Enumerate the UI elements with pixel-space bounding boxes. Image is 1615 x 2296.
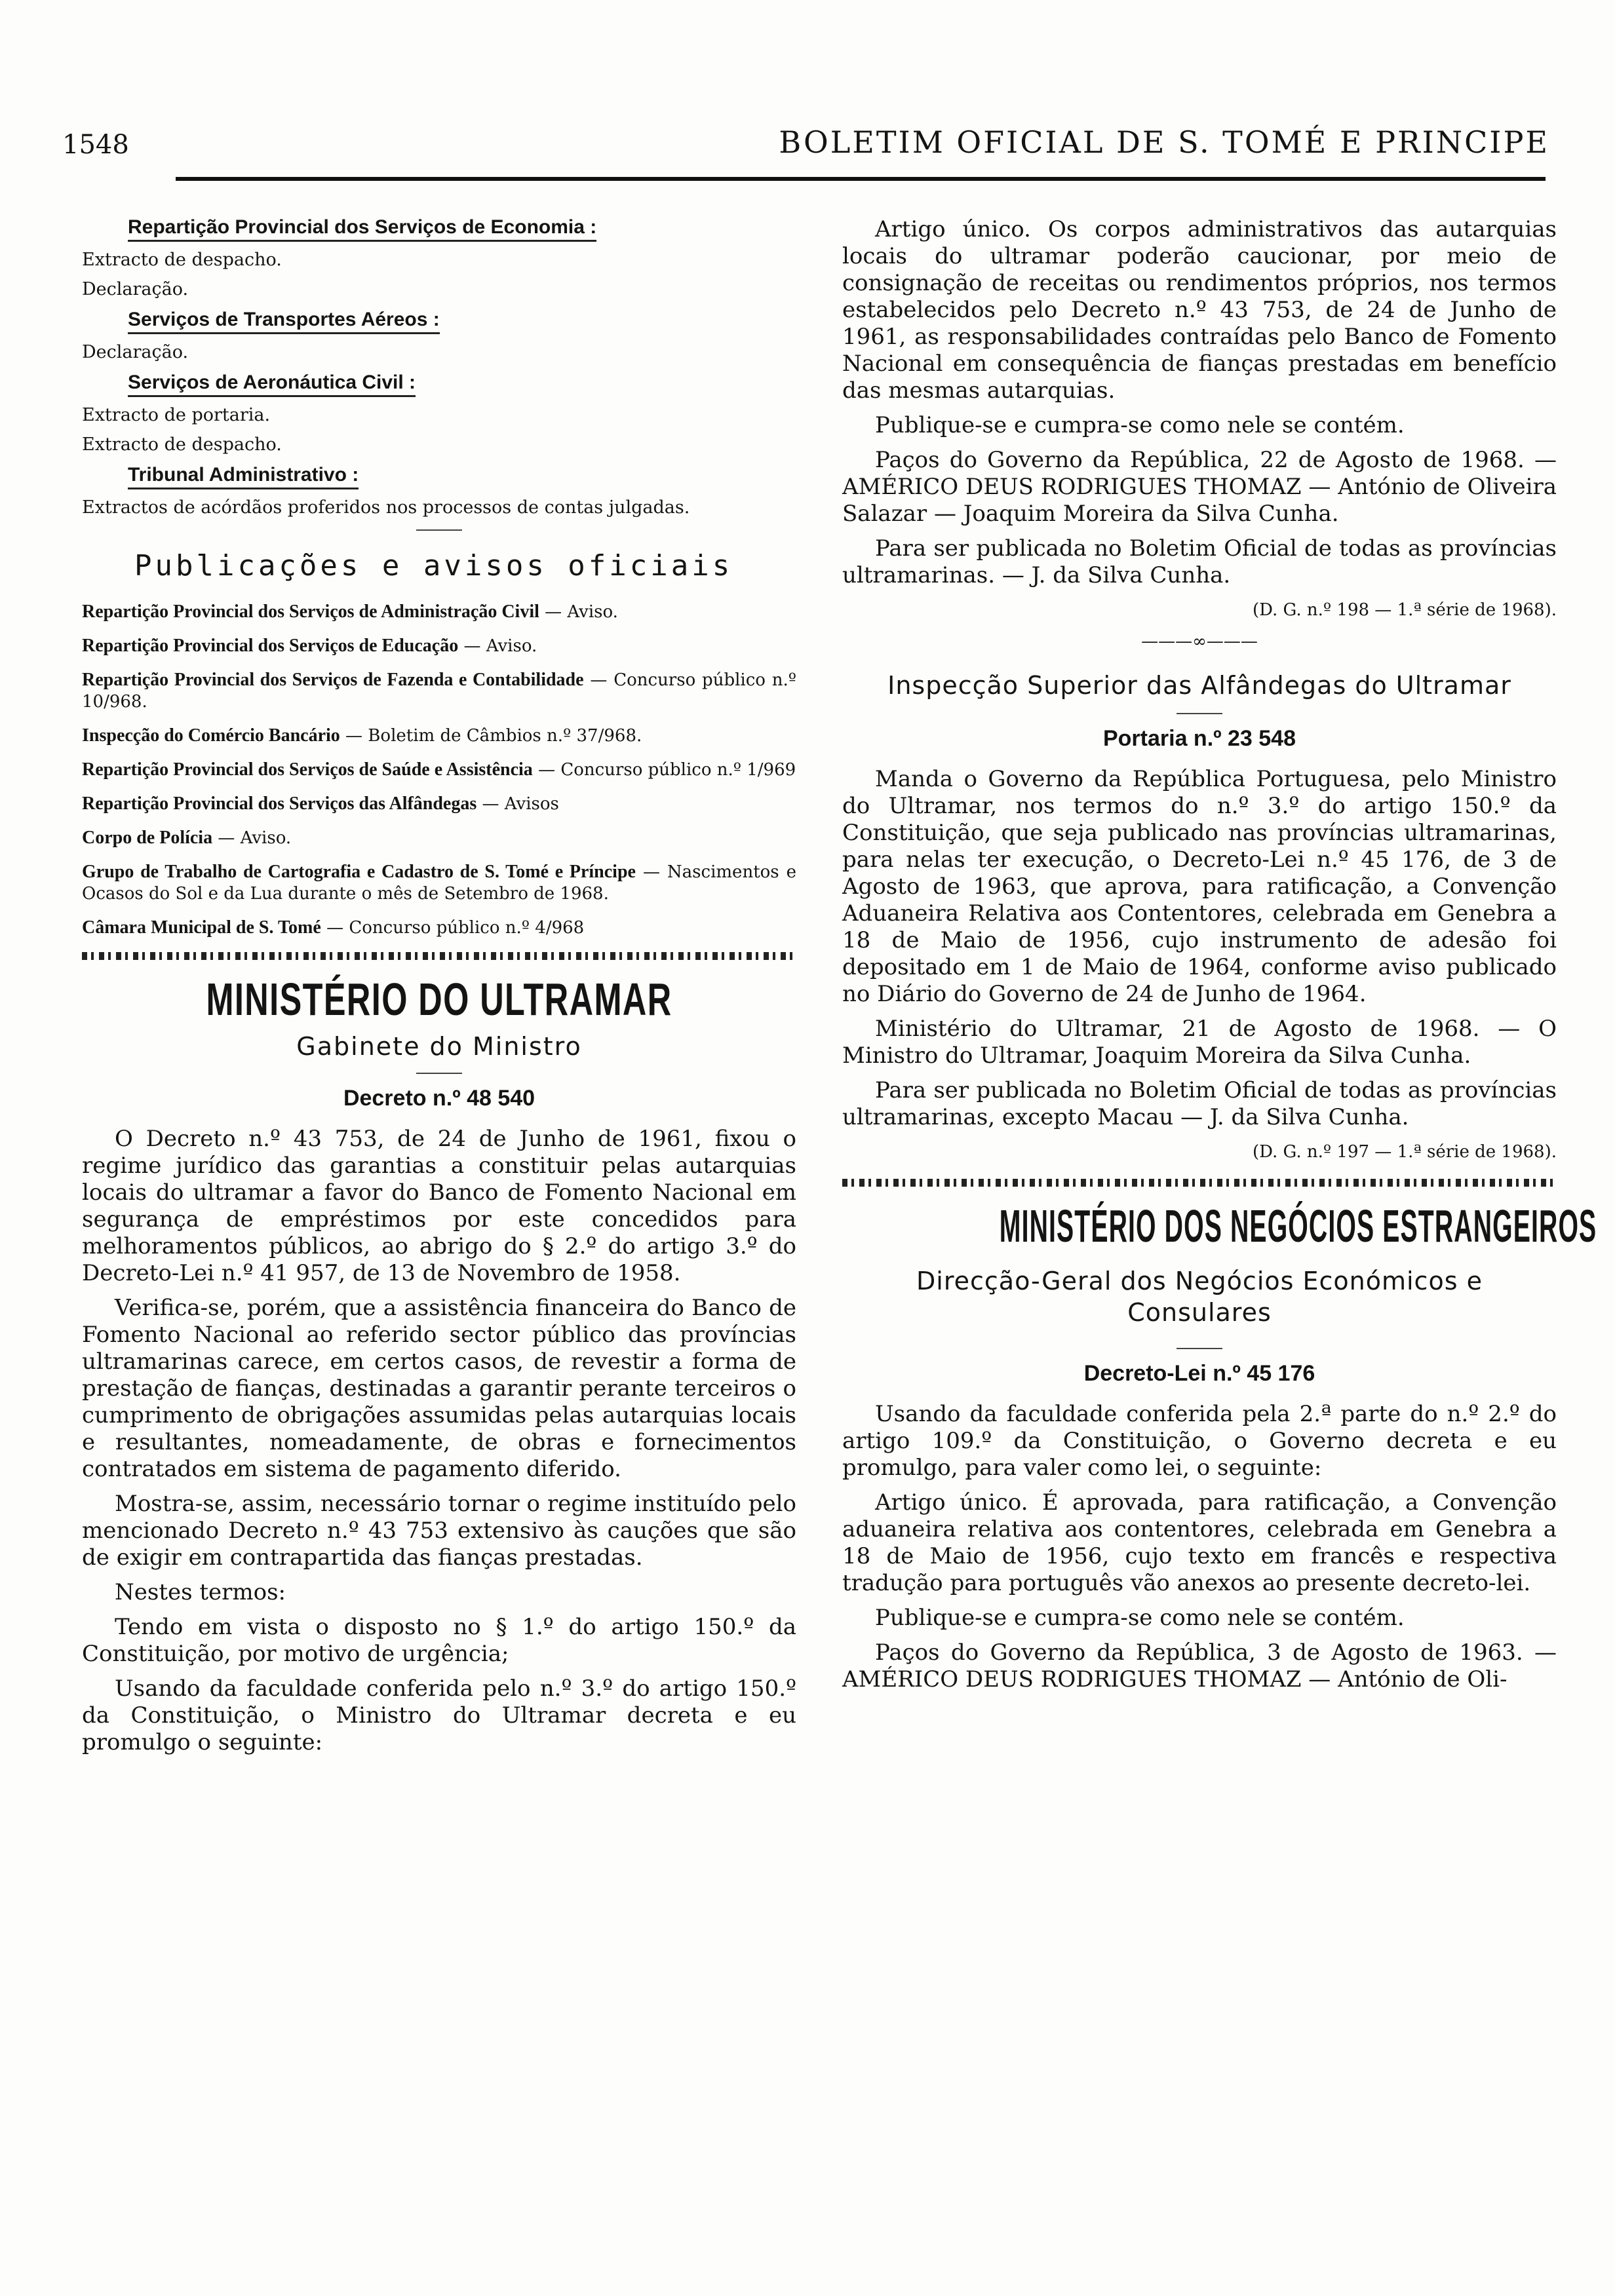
- page-number: 1548: [62, 130, 129, 160]
- right-column: [842, 216, 1597, 1701]
- publication-item: [82, 725, 796, 747]
- publication-detail: — Concurso público n.º 1/969: [538, 760, 796, 780]
- publication-issuer: Grupo de Trabalho de Cartografia e Cadastro de S. Tomé e Príncipe: [82, 862, 636, 882]
- portaria-text: Manda o Governo da República Portuguesa, pelo Ministro do Ultramar, nos termos do n.º 3.º do artigo 150.º da Constituição, que seja publicado nas províncias ultramarinas, para nelas ter execução, o Decreto-Lei n.º 45 176, de 3 de Agosto de 1963, que aprova, para ratificação, a Convenção Aduaneira Relativa aos Contentores, celebrada em Genebra a 18 de Maio de 1956, cujo instrumento de adesão foi depositado em 1 de Maio de 1964, conforme aviso publicado no Diário do Governo de 24 de Junho de 1964.: [842, 766, 1557, 1007]
- publication-detail: — Aviso.: [218, 828, 292, 848]
- divider: [1177, 713, 1222, 714]
- publication-item: [82, 635, 796, 657]
- decree-law-signature: Paços do Governo da República, 3 de Agosto de 1963. — AMÉRICO DEUS RODRIGUES THOMAZ — António de Oli-: [842, 1639, 1557, 1693]
- section-item: Extracto de portaria.: [82, 405, 271, 425]
- decree-law-article: Artigo único. É aprovada, para ratificação, a Convenção aduaneira relativa aos contentores, celebrada em Genebra a 18 de Maio de 1956, cujo texto em francês e respectiva tradução para português vão anexos ao presente decreto-lei.: [842, 1489, 1557, 1596]
- publication-detail: — Aviso.: [463, 636, 537, 656]
- decree-paragraph: O Decreto n.º 43 753, de 24 de Junho de 1961, fixou o regime jurídico das garantias a constituir pelas autarquias locais do ultramar a favor do Banco de Fomento Nacional em segurança de empréstimos por este concedidos para melhoramentos públicos, ao abrigo do § 2.º do artigo 3.º do Decreto-Lei n.º 41 957, de 13 de Novembro de 1958.: [82, 1126, 796, 1286]
- publication-item: [82, 917, 796, 939]
- portaria-signature: Ministério do Ultramar, 21 de Agosto de 1968. — O Ministro do Ultramar, Joaquim Moreira da Silva Cunha.: [842, 1016, 1557, 1069]
- portaria-body: [842, 766, 1557, 1166]
- publication-item: [82, 601, 796, 623]
- decree-law-intro: Usando da faculdade conferida pela 2.ª parte do n.º 2.º do artigo 109.º da Constituição, o Governo decreta e eu promulgo, para valer como lei, o seguinte:: [842, 1401, 1557, 1481]
- article-text: Artigo único. Os corpos administrativos das autarquias locais do ultramar poderão caucionar, por meio de consignação de receitas ou rendimentos próprios, nos termos estabelecidos pelo Decreto n.º 43 753, de 24 de Junho de 1961, as responsabilidades contraídas pelo Banco de Fomento Nacional em consequência de fianças prestadas em benefício das mesmas autarquias.: [842, 216, 1557, 404]
- portaria-title: Portaria n.º 23 548: [1102, 726, 1296, 751]
- publication-item: [82, 669, 796, 713]
- publication-issuer: Repartição Provincial dos Serviços de Fazenda e Contabilidade: [82, 670, 584, 690]
- decree-law-body: [842, 1401, 1557, 1693]
- publication-item: [82, 793, 796, 815]
- divider: [416, 1073, 462, 1074]
- office-heading: Gabinete do Ministro: [296, 1032, 582, 1061]
- publication-item: [82, 759, 796, 781]
- section-item: Declaração.: [82, 279, 189, 299]
- publication-item: [82, 861, 796, 905]
- section-heading: Serviços de Aeronáutica Civil :: [128, 372, 416, 397]
- publication-detail: — Avisos: [482, 794, 559, 814]
- running-title: BOLETIM OFICIAL DE S. TOMÉ E PRINCIPE: [779, 124, 1549, 160]
- publish-formula: Publique-se e cumpra-se como nele se contém.: [875, 412, 1405, 438]
- left-column: [82, 216, 796, 1764]
- publication-detail: — Concurso público n.º 4/968: [326, 918, 585, 938]
- section-heading: Serviços de Transportes Aéreos :: [128, 309, 440, 334]
- publication-issuer: Repartição Provincial dos Serviços de Administração Civil: [82, 602, 539, 622]
- signature-line: Paços do Governo da República, 22 de Agosto de 1968. — AMÉRICO DEUS RODRIGUES THOMAZ — António de Oliveira Salazar — Joaquim Moreira da Silva Cunha.: [842, 447, 1557, 527]
- ornament-rule: [82, 952, 796, 960]
- decree-body: [82, 1126, 796, 1756]
- gazette-reference: (D. G. n.º 198 — 1.ª série de 1968).: [1252, 600, 1557, 620]
- ministry-heading: MINISTÉRIO DOS NEGÓCIOS ESTRANGEIROS: [999, 1200, 1597, 1252]
- publication-issuer: Repartição Provincial dos Serviços de Saúde e Assistência: [82, 759, 533, 780]
- decree-article-block: [842, 216, 1557, 624]
- decree-paragraph: Nestes termos:: [115, 1579, 286, 1605]
- summary-sections: [82, 216, 796, 518]
- section-item: Extractos de acórdãos proferidos nos processos de contas julgadas.: [82, 497, 690, 518]
- publications-list: [82, 601, 796, 939]
- publication-detail: — Nascimentos e Ocasos do Sol e da Lua durante o mês de Setembro de 1968.: [82, 862, 796, 904]
- decree-title: Decreto n.º 48 540: [343, 1086, 535, 1111]
- inspection-heading: Inspecção Superior das Alfândegas do Ultramar: [887, 671, 1511, 700]
- publication-issuer: Repartição Provincial dos Serviços das Alfândegas: [82, 794, 477, 814]
- publication-item: [82, 827, 796, 849]
- section-item: Declaração.: [82, 342, 189, 362]
- decree-paragraph: Mostra-se, assim, necessário tornar o regime instituído pelo mencionado Decreto n.º 43 753 extensivo às cauções que são de exigir em contrapartida das fianças prestadas.: [82, 1491, 796, 1571]
- publication-issuer: Câmara Municipal de S. Tomé: [82, 917, 321, 938]
- decree-paragraph: Verifica-se, porém, que a assistência financeira do Banco de Fomento Nacional ao referido sector público das províncias ultramarinas carece, em certos casos, de revestir a forma de prestação de fianças, destinadas a garantir perante terceiros o cumprimento de obrigações assumidas pelas autarquias locais e resultantes, nomeadamente, de obras e fornecimentos contratados em sistema de pagamento diferido.: [82, 1295, 796, 1482]
- decree-law-title: Decreto-Lei n.º 45 176: [1083, 1361, 1315, 1386]
- ministry-heading: MINISTÉRIO DO ULTRAMAR: [206, 974, 672, 1025]
- publication-detail: — Boletim de Câmbios n.º 37/968.: [345, 726, 642, 746]
- section-heading: Repartição Provincial dos Serviços de Economia :: [128, 216, 596, 242]
- page-header: [0, 119, 1615, 172]
- separator: ———∞———: [1141, 632, 1258, 651]
- ornament-rule: [842, 1179, 1557, 1187]
- section-heading: Tribunal Administrativo :: [128, 464, 359, 489]
- publication-detail: — Concurso público n.º 10/968.: [82, 670, 796, 712]
- decree-law-publish: Publique-se e cumpra-se como nele se contém.: [875, 1605, 1405, 1631]
- section-item: Extracto de despacho.: [82, 250, 282, 270]
- publication-issuer: Corpo de Polícia: [82, 828, 213, 848]
- publication-note: Para ser publicada no Boletim Oficial de todas as províncias ultramarinas. — J. da Silva Cunha.: [842, 535, 1557, 588]
- decree-paragraph: Usando da faculdade conferida pelo n.º 3.º do artigo 150.º da Constituição, o Ministro do Ultramar decreta e eu promulgo o seguinte:: [82, 1675, 796, 1755]
- divider: [416, 529, 462, 531]
- directorate-heading: Direcção-Geral dos Negócios Económicos e Consulares: [916, 1267, 1483, 1327]
- publications-title: Publicações e avisos oficiais: [134, 549, 733, 583]
- publication-issuer: Repartição Provincial dos Serviços de Educação: [82, 636, 459, 656]
- portaria-note: Para ser publicada no Boletim Oficial de todas as províncias ultramarinas, excepto Macau — J. da Silva Cunha.: [842, 1077, 1557, 1130]
- header-rule: [176, 177, 1546, 181]
- divider: [1177, 1348, 1222, 1349]
- decree-paragraph: Tendo em vista o disposto no § 1.º do artigo 150.º da Constituição, por motivo de urgência;: [82, 1614, 796, 1667]
- gazette-reference: (D. G. n.º 197 — 1.ª série de 1968).: [1252, 1142, 1557, 1162]
- section-item: Extracto de despacho.: [82, 434, 282, 455]
- publication-issuer: Inspecção do Comércio Bancário: [82, 725, 340, 746]
- publication-detail: — Aviso.: [545, 602, 618, 622]
